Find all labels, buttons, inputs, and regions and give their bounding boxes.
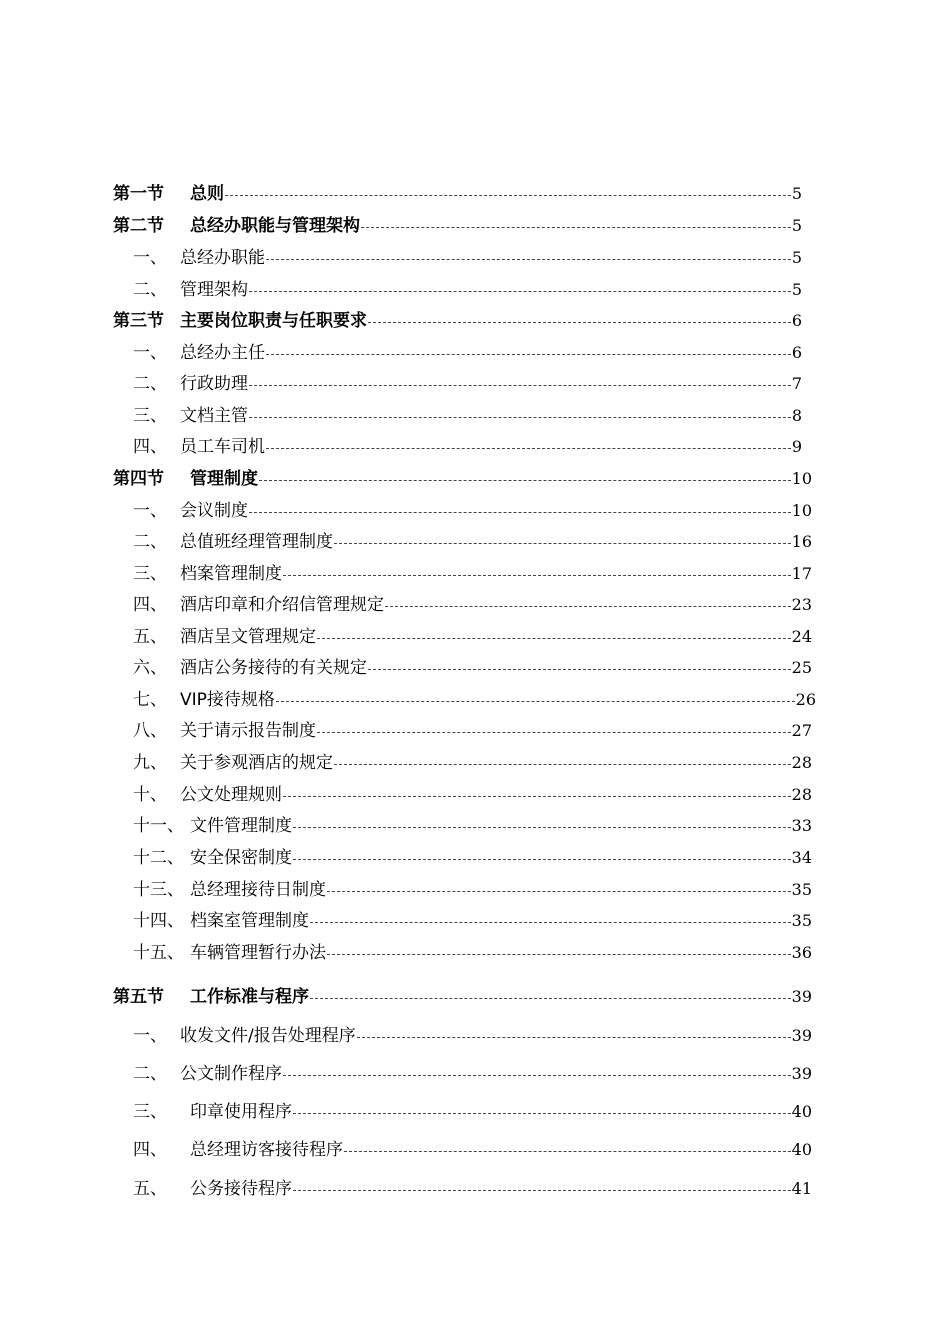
- dot-leader: [266, 259, 791, 260]
- toc-entry-page-number: 5: [791, 280, 802, 299]
- toc-entry-number: 第五节: [113, 987, 164, 1007]
- toc-entry-number: 第四节: [113, 469, 164, 489]
- toc-entry-number: 一、: [133, 501, 167, 521]
- toc-entry-page-number: 8: [791, 406, 802, 425]
- dot-leader: [334, 543, 791, 544]
- toc-entry-number: 五、: [133, 1179, 167, 1199]
- toc-entry-number: 第二节: [113, 216, 164, 236]
- toc-entry[interactable]: [133, 751, 812, 775]
- toc-entry-number: 八、: [133, 721, 167, 741]
- toc-entry[interactable]: [113, 309, 802, 333]
- toc-entry[interactable]: [133, 1062, 812, 1086]
- dot-leader: [357, 1037, 791, 1038]
- toc-entry-number: 七、: [133, 690, 167, 710]
- toc-entry-title: 印章使用程序: [190, 1102, 292, 1122]
- toc-entry[interactable]: [133, 878, 812, 902]
- toc-entry[interactable]: [113, 985, 812, 1009]
- toc-entry[interactable]: [133, 593, 812, 617]
- toc-entry-title: 公文处理规则: [180, 785, 282, 805]
- toc-entry-number: 十四、: [133, 911, 184, 931]
- toc-entry-page-number: 9: [791, 437, 802, 456]
- dot-leader: [361, 227, 791, 228]
- dot-leader: [249, 417, 791, 418]
- toc-entry-title: 总经办主任: [180, 343, 265, 363]
- toc-entry[interactable]: [133, 1100, 812, 1124]
- dot-leader: [266, 354, 791, 355]
- toc-entry-title: 员工车司机: [180, 437, 265, 457]
- dot-leader: [327, 891, 791, 892]
- toc-entry[interactable]: [133, 846, 812, 870]
- dot-leader: [293, 1113, 791, 1114]
- toc-entry-title: 档案室管理制度: [190, 911, 309, 931]
- dot-leader: [259, 480, 791, 481]
- dot-leader: [249, 291, 791, 292]
- toc-entry-page-number: 39: [791, 1026, 812, 1045]
- dot-leader: [310, 998, 791, 999]
- toc-entry[interactable]: [133, 625, 812, 649]
- toc-entry-title: 公务接待程序: [190, 1179, 292, 1199]
- toc-entry[interactable]: [133, 435, 802, 459]
- toc-entry[interactable]: [133, 341, 802, 365]
- toc-entry-page-number: 26: [795, 690, 816, 709]
- toc-entry-title: 收发文件/报告处理程序: [180, 1026, 356, 1046]
- dot-leader: [368, 669, 791, 670]
- toc-entry-title: 行政助理: [180, 374, 248, 394]
- toc-entry-title: 安全保密制度: [190, 848, 292, 868]
- toc-entry-title: VIP接待规格: [180, 690, 275, 710]
- toc-entry[interactable]: [113, 467, 812, 491]
- dot-leader: [310, 922, 791, 923]
- toc-entry[interactable]: [133, 814, 812, 838]
- dot-leader: [293, 827, 791, 828]
- toc-entry-title: 关于参观酒店的规定: [180, 753, 333, 773]
- toc-entry-page-number: 35: [791, 880, 812, 899]
- toc-entry-title: 车辆管理暂行办法: [190, 943, 326, 963]
- toc-entry-title: 档案管理制度: [180, 564, 282, 584]
- dot-leader: [327, 954, 791, 955]
- toc-entry-page-number: 6: [791, 343, 802, 362]
- dot-leader: [385, 606, 791, 607]
- toc-entry-title: 总值班经理管理制度: [180, 532, 333, 552]
- toc-entry-number: 十、: [133, 785, 167, 805]
- toc-entry-page-number: 41: [791, 1179, 812, 1198]
- dot-leader: [368, 322, 791, 323]
- dot-leader: [283, 796, 791, 797]
- toc-entry-number: 四、: [133, 595, 167, 615]
- dot-leader: [293, 1190, 791, 1191]
- toc-entry-number: 六、: [133, 658, 167, 678]
- toc-entry-title: 工作标准与程序: [190, 987, 309, 1007]
- dot-leader: [344, 1151, 791, 1152]
- dot-leader: [276, 701, 795, 702]
- toc-entry[interactable]: [133, 688, 816, 712]
- toc-entry-title: 关于请示报告制度: [180, 721, 316, 741]
- dot-leader: [249, 385, 791, 386]
- toc-entry-page-number: 24: [791, 627, 812, 646]
- toc-entry[interactable]: [113, 182, 802, 206]
- toc-entry[interactable]: [133, 656, 812, 680]
- toc-entry-page-number: 39: [791, 1064, 812, 1083]
- toc-entry-number: 十一、: [133, 816, 184, 836]
- toc-entry-title: 总则: [190, 184, 224, 204]
- toc-entry-title: 文件管理制度: [190, 816, 292, 836]
- toc-entry-number: 九、: [133, 753, 167, 773]
- toc-entry[interactable]: [133, 562, 812, 586]
- toc-entry-page-number: 7: [791, 374, 802, 393]
- toc-entry[interactable]: [133, 404, 802, 428]
- toc-entry-page-number: 10: [791, 469, 812, 488]
- dot-leader: [266, 448, 791, 449]
- toc-entry-title: 主要岗位职责与任职要求: [180, 311, 367, 331]
- toc-entry-title: 管理架构: [180, 280, 248, 300]
- toc-entry-page-number: 10: [791, 501, 812, 520]
- toc-entry-page-number: 39: [791, 987, 812, 1006]
- toc-entry-title: 总经理接待日制度: [190, 880, 326, 900]
- toc-entry-page-number: 5: [791, 248, 802, 267]
- toc-entry-page-number: 28: [791, 753, 812, 772]
- dot-leader: [249, 512, 791, 513]
- toc-entry-number: 第一节: [113, 184, 164, 204]
- dot-leader: [225, 195, 791, 196]
- toc-entry-title: 酒店印章和介绍信管理规定: [180, 595, 384, 615]
- toc-entry[interactable]: [133, 783, 812, 807]
- toc-entry-number: 四、: [133, 1140, 167, 1160]
- toc-entry-number: 十五、: [133, 943, 184, 963]
- toc-entry[interactable]: [133, 372, 802, 396]
- toc-entry-title: 管理制度: [190, 469, 258, 489]
- toc-entry-number: 四、: [133, 437, 167, 457]
- toc-entry-page-number: 34: [791, 848, 812, 867]
- toc-entry-page-number: 16: [791, 532, 812, 551]
- dot-leader: [317, 732, 791, 733]
- dot-leader: [293, 859, 791, 860]
- toc-entry-number: 三、: [133, 1102, 167, 1122]
- toc-entry-page-number: 40: [791, 1140, 812, 1159]
- toc-entry-number: 三、: [133, 564, 167, 584]
- dot-leader: [283, 575, 791, 576]
- toc-entry-number: 十二、: [133, 848, 184, 868]
- toc-entry[interactable]: [133, 530, 812, 554]
- toc-entry[interactable]: [133, 1138, 812, 1162]
- toc-entry-number: 五、: [133, 627, 167, 647]
- toc-entry[interactable]: [133, 278, 802, 302]
- toc-entry-number: 三、: [133, 406, 167, 426]
- toc-entry-number: 第三节: [113, 311, 164, 331]
- toc-entry-title: 酒店公务接待的有关规定: [180, 658, 367, 678]
- toc-entry-page-number: 33: [791, 816, 812, 835]
- toc-entry[interactable]: [113, 214, 802, 238]
- toc-entry-number: 十三、: [133, 880, 184, 900]
- toc-entry-number: 一、: [133, 343, 167, 363]
- toc-entry[interactable]: [133, 719, 812, 743]
- toc-entry[interactable]: [133, 246, 802, 270]
- toc-entry-page-number: 36: [791, 943, 812, 962]
- toc-entry-title: 酒店呈文管理规定: [180, 627, 316, 647]
- toc-entry-page-number: 28: [791, 785, 812, 804]
- toc-entry-page-number: 17: [791, 564, 812, 583]
- toc-entry-page-number: 25: [791, 658, 812, 677]
- toc-entry-page-number: 23: [791, 595, 812, 614]
- toc-entry[interactable]: [133, 499, 812, 523]
- toc-entry-page-number: 27: [791, 721, 812, 740]
- dot-leader: [334, 764, 791, 765]
- toc-entry-page-number: 40: [791, 1102, 812, 1121]
- toc-entry-number: 二、: [133, 532, 167, 552]
- toc-entry-title: 总经理访客接待程序: [190, 1140, 343, 1160]
- toc-entry-title: 总经办职能与管理架构: [190, 216, 360, 236]
- toc-entry-page-number: 35: [791, 911, 812, 930]
- toc-entry-number: 二、: [133, 280, 167, 300]
- toc-entry-title: 文档主管: [180, 406, 248, 426]
- toc-entry-title: 总经办职能: [180, 248, 265, 268]
- toc-entry[interactable]: [133, 1177, 812, 1201]
- toc-entry[interactable]: [133, 909, 812, 933]
- toc-entry[interactable]: [133, 941, 812, 965]
- toc-entry-page-number: 5: [791, 216, 802, 235]
- dot-leader: [317, 638, 791, 639]
- toc-entry-number: 二、: [133, 1064, 167, 1084]
- toc-entry-page-number: 6: [791, 311, 802, 330]
- toc-entry-page-number: 5: [791, 184, 802, 203]
- dot-leader: [283, 1075, 791, 1076]
- toc-entry-number: 一、: [133, 248, 167, 268]
- toc-entry-title: 会议制度: [180, 501, 248, 521]
- toc-entry[interactable]: [133, 1024, 812, 1048]
- toc-entry-number: 一、: [133, 1026, 167, 1046]
- toc-entry-number: 二、: [133, 374, 167, 394]
- toc-entry-title: 公文制作程序: [180, 1064, 282, 1084]
